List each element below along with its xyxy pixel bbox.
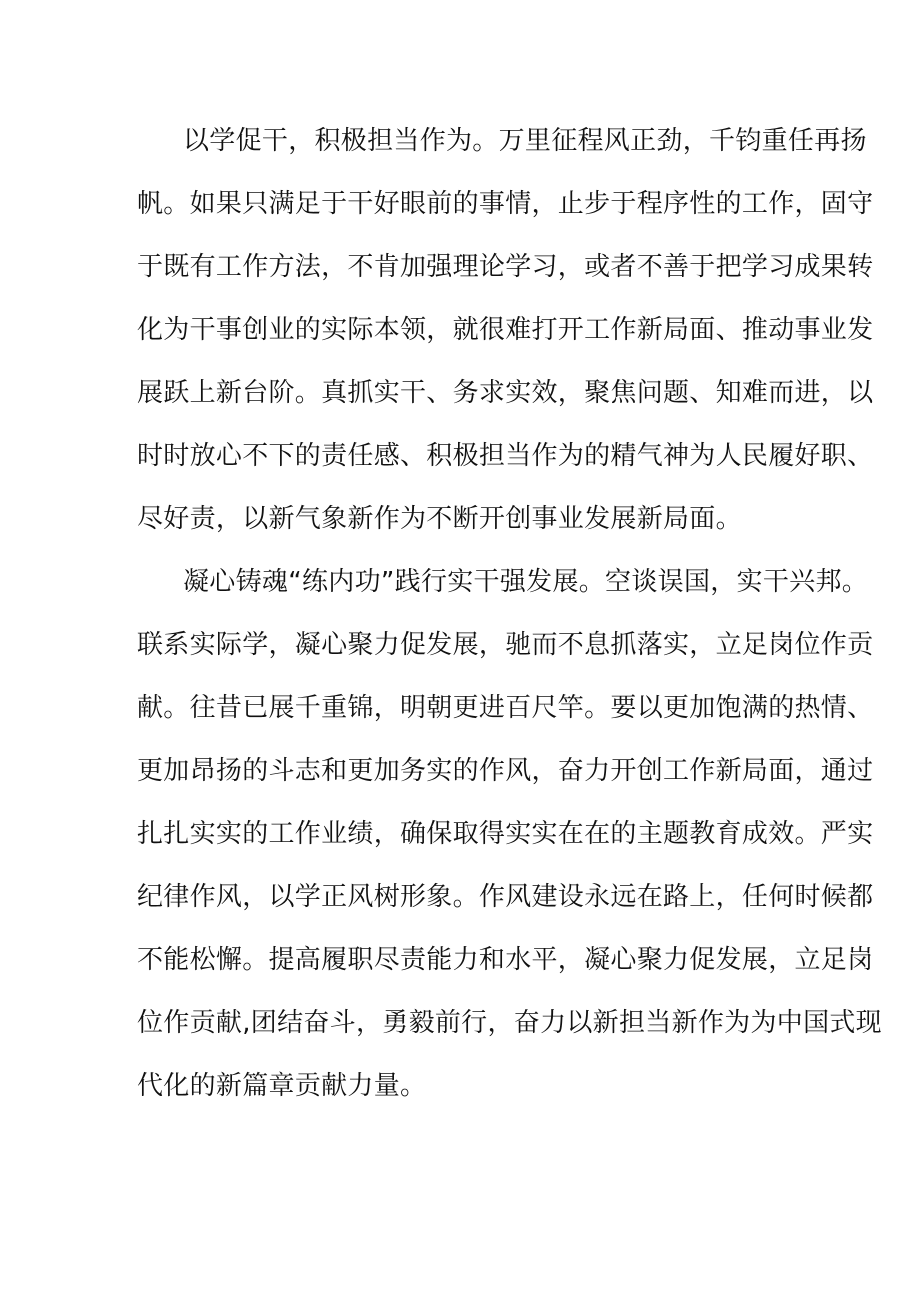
paragraph-line: 凝心铸魂“练内功”践行实干强发展。空谈误国，实干兴邦。 (183, 567, 869, 597)
paragraph-1 (137, 110, 874, 551)
paragraph-line: 帆。如果只满足于干好眼前的事情，止步于程序性的工作，固守 (137, 189, 874, 219)
paragraph-line: 化为干事创业的实际本领，就很难打开工作新局面、推动事业发 (137, 315, 874, 345)
paragraph-line: 联系实际学，凝心聚力促发展，驰而不息抓落实，立足岗位作贡 (137, 630, 874, 660)
paragraph-line: 展跃上新台阶。真抓实干、务求实效，聚焦问题、知难而进，以 (137, 378, 874, 408)
paragraph-line: 于既有工作方法，不肯加强理论学习，或者不善于把学习成果转 (137, 252, 874, 282)
paragraph-2 (137, 551, 882, 1118)
paragraph-line: 代化的新篇章贡献力量。 (137, 1071, 427, 1101)
paragraph-line: 以学促干，积极担当作为。万里征程风正劲，千钧重任再扬 (183, 126, 867, 156)
paragraph-line: 扎扎实实的工作业绩，确保取得实实在在的主题教育成效。严实 (137, 819, 874, 849)
paragraph-line: 时时放心不下的责任感、积极担当作为的精气神为人民履好职、 (137, 441, 874, 471)
paragraph-line: 位作贡献,团结奋斗，勇毅前行，奋力以新担当新作为为中国式现 (137, 1008, 882, 1038)
paragraph-line: 不能松懈。提高履职尽责能力和水平，凝心聚力促发展，立足岗 (137, 945, 874, 975)
paragraph-line: 尽好责，以新气象新作为不断开创事业发展新局面。 (137, 504, 742, 534)
document-body (137, 110, 882, 1118)
paragraph-line: 纪律作风，以学正风树形象。作风建设永远在路上，任何时候都 (137, 882, 874, 912)
paragraph-line: 献。往昔已展千重锦，明朝更进百尺竿。要以更加饱满的热情、 (137, 693, 874, 723)
paragraph-line: 更加昂扬的斗志和更加务实的作风，奋力开创工作新局面，通过 (137, 756, 874, 786)
